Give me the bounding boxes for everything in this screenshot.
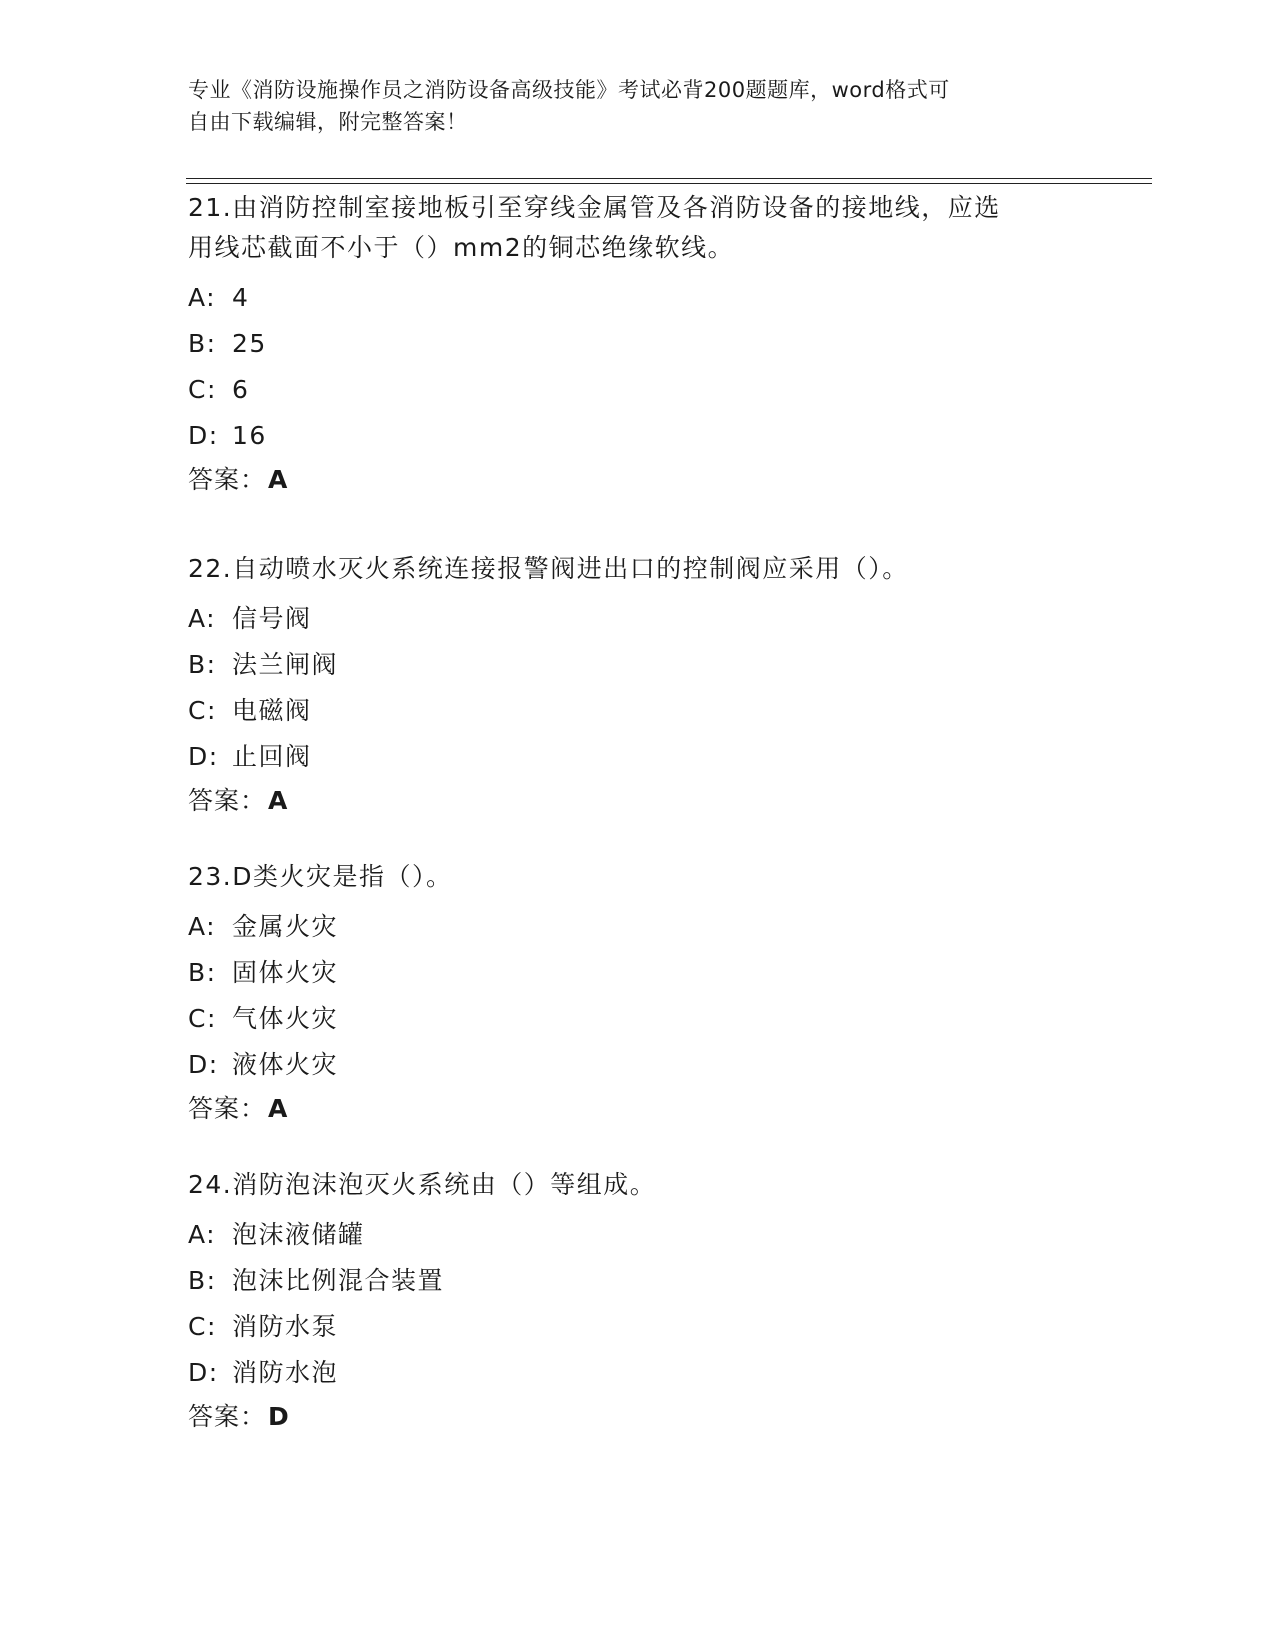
option-c (188, 1003, 1088, 1035)
question-stem-line-2: 用线芯截面不小于（）mm2的铜芯绝缘软线。 (188, 233, 735, 262)
option-b (188, 1265, 1088, 1297)
question-24 (188, 1165, 1088, 1433)
header-line-2: 自由下载编辑，附完整答案！ (188, 110, 468, 134)
answer-line (188, 464, 1088, 496)
option-text: 固体火灾 (232, 958, 339, 987)
option-text: 泡沫液储罐 (232, 1220, 365, 1249)
option-letter: C: (188, 696, 217, 725)
option-text: 气体火灾 (232, 1004, 339, 1033)
question-23 (188, 857, 1088, 1125)
question-stem (188, 857, 1088, 897)
answer-label: 答案： (188, 786, 267, 815)
question-22 (188, 549, 1088, 817)
question-stem (188, 1165, 1088, 1205)
answer-value: D (268, 1402, 291, 1431)
question-21 (188, 188, 1088, 496)
option-text: 金属火灾 (232, 912, 339, 941)
option-letter: C: (188, 375, 217, 404)
question-stem-line-1: 24.消防泡沫泡灭火系统由（）等组成。 (188, 1170, 657, 1199)
option-a (188, 603, 1088, 635)
option-letter: D: (188, 1050, 219, 1079)
question-stem-line-1: 22.自动喷水灭火系统连接报警阀进出口的控制阀应采用（）。 (188, 554, 909, 583)
answer-label: 答案： (188, 465, 267, 494)
option-text: 16 (232, 421, 267, 450)
option-text: 液体火灾 (232, 1050, 339, 1079)
option-text: 4 (232, 283, 250, 312)
option-letter: C: (188, 1312, 217, 1341)
option-a (188, 282, 1088, 314)
header-line-1: 专业《消防设施操作员之消防设备高级技能》考试必背200题题库，word格式可 (188, 78, 950, 102)
header-divider-bottom (186, 183, 1152, 184)
answer-line (188, 1401, 1088, 1433)
answer-value: A (268, 465, 289, 494)
option-d (188, 420, 1088, 452)
option-text: 法兰闸阀 (232, 650, 339, 679)
document-header (188, 74, 1088, 138)
option-letter: D: (188, 421, 219, 450)
option-letter: B: (188, 1266, 217, 1295)
answer-line (188, 1093, 1088, 1125)
option-c (188, 695, 1088, 727)
option-a (188, 911, 1088, 943)
option-letter: A: (188, 283, 217, 312)
option-letter: A: (188, 912, 217, 941)
option-text: 消防水泵 (232, 1312, 339, 1341)
option-text: 信号阀 (232, 604, 312, 633)
header-divider-top (186, 178, 1152, 179)
option-text: 止回阀 (232, 742, 312, 771)
option-letter: D: (188, 1358, 219, 1387)
option-a (188, 1219, 1088, 1251)
option-letter: A: (188, 604, 217, 633)
option-letter: B: (188, 958, 217, 987)
answer-label: 答案： (188, 1402, 267, 1431)
option-b (188, 649, 1088, 681)
option-text: 消防水泡 (232, 1358, 339, 1387)
option-letter: B: (188, 329, 217, 358)
option-b (188, 328, 1088, 360)
answer-line (188, 785, 1088, 817)
option-text: 25 (232, 329, 267, 358)
answer-value: A (268, 786, 289, 815)
option-letter: B: (188, 650, 217, 679)
option-text: 电磁阀 (232, 696, 312, 725)
option-letter: D: (188, 742, 219, 771)
option-letter: C: (188, 1004, 217, 1033)
answer-label: 答案： (188, 1094, 267, 1123)
option-d (188, 1357, 1088, 1389)
answer-value: A (268, 1094, 289, 1123)
option-d (188, 741, 1088, 773)
question-stem (188, 188, 1088, 268)
option-text: 泡沫比例混合装置 (232, 1266, 445, 1295)
option-d (188, 1049, 1088, 1081)
option-letter: A: (188, 1220, 217, 1249)
question-stem-line-1: 21.由消防控制室接地板引至穿线金属管及各消防设备的接地线，应选 (188, 193, 1001, 222)
question-stem-line-1: 23.D类火灾是指（）。 (188, 862, 453, 891)
option-b (188, 957, 1088, 989)
question-stem (188, 549, 1088, 589)
option-text: 6 (232, 375, 250, 404)
option-c (188, 1311, 1088, 1343)
option-c (188, 374, 1088, 406)
